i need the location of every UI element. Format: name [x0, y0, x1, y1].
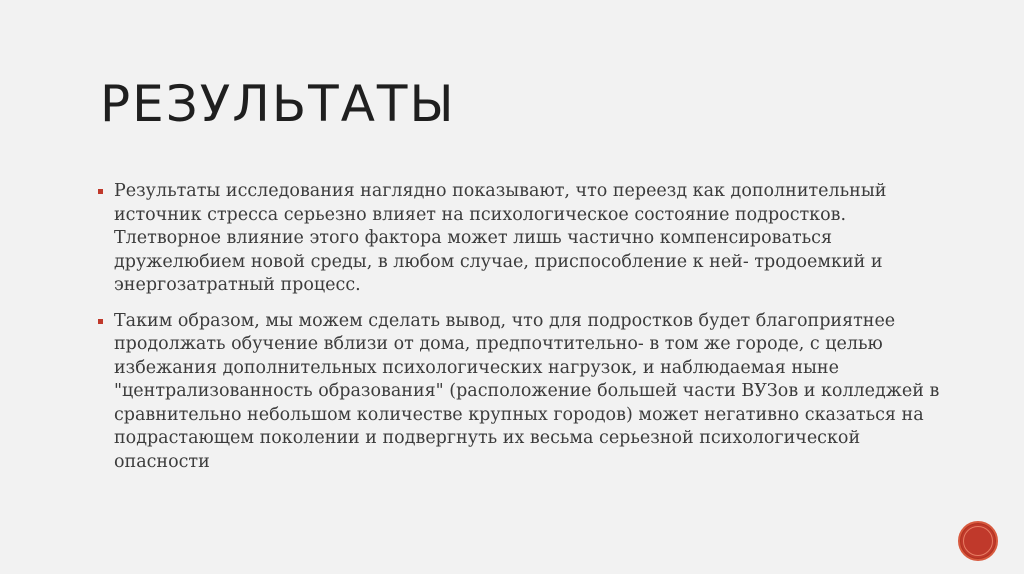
- bullet-item: [96, 180, 946, 298]
- bullet-text: Результаты исследования наглядно показывают, что переезд как дополнительный источник стресса серьезно влияет на психологическое состояние подростков. Тлетворное влияние этого фактора может лишь частично компенсироваться дружелюбием новой среды, в любом случае, приспособление к ней- тродоемкий и энергозатратный процесс.: [114, 181, 887, 295]
- bullet-text: Таким образом, мы можем сделать вывод, что для подростков будет благоприятнее продолжать обучение вблизи от дома, предпочтительно- в том же городе, с целью избежания дополнительных психологических нагрузок, и наблюдаемая ныне "централизованность образования" (расположение большей части ВУЗов и колледжей в сравнительно небольшом количестве крупных городов) может негативно сказаться на подрастающем поколении и подвергнуть их весьма серьезной психологической опасности: [114, 310, 940, 472]
- slide-nav-button[interactable]: [958, 521, 998, 561]
- circle-nav-icon: [963, 526, 993, 556]
- bullet-list: [96, 180, 946, 486]
- bullet-marker-icon: [98, 189, 103, 194]
- bullet-item: [96, 310, 946, 475]
- bullet-marker-icon: [98, 319, 103, 324]
- slide-title: РЕЗУЛЬТАТЫ: [100, 75, 456, 133]
